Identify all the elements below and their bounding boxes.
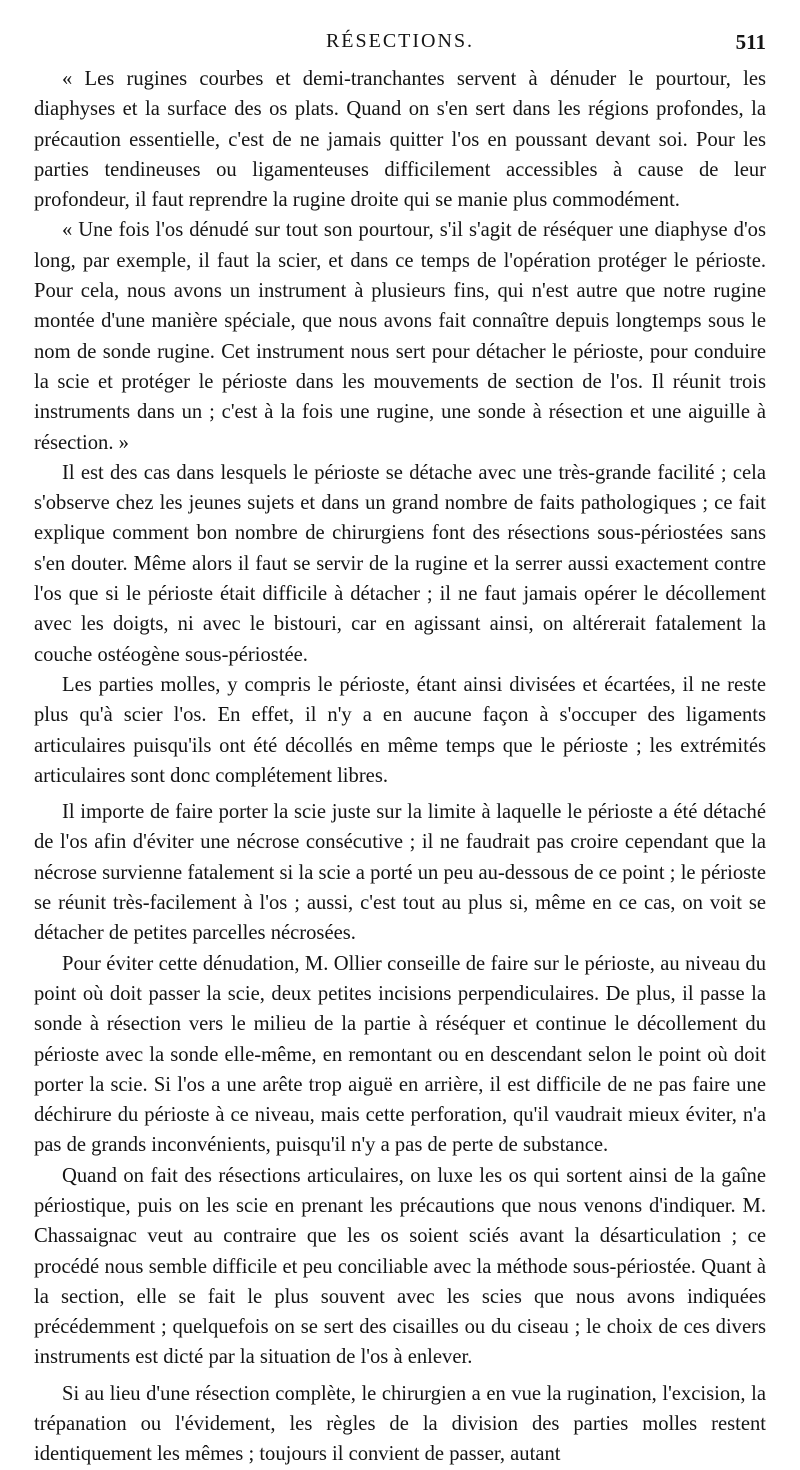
body-text — [34, 64, 766, 1470]
paragraph-parties-molles: Les parties molles, y compris le périoste, étant ainsi divisées et écartées, il ne reste plus qu'à scier l'os. En effet, il n'y a en aucune façon à s'occuper des ligaments articulaires puisqu'ils ont été décollés en même temps que le périoste ; les extrémités articulaires sont donc complétement libres. — [34, 673, 766, 787]
paragraph-os-denude: « Une fois l'os dénudé sur tout son pourtour, s'il s'agit de réséquer une diaphyse d'os long, par exemple, il faut la scier, et dans ce temps de l'opération protéger le périoste. Pour cela, nous avons un instrument à plusieurs fins, qui n'est autre que notre rugine montée d'une manière spéciale, que nous avons fait connaître depuis longtemps sous le nom de sonde rugine. Cet instrument nous sert pour détacher le périoste, pour conduire la scie et protéger le périoste dans les mouvements de section de l'os. Il réunit trois instruments dans un ; c'est à la fois une rugine, une sonde à résection et une aiguille à résection. » — [34, 219, 766, 454]
running-title: RÉSECTIONS. — [325, 30, 475, 52]
paragraph-limite-scie: Il importe de faire porter la scie juste sur la limite à laquelle le périoste a été détaché de l'os afin d'éviter une nécrose consécutive ; il ne faudrait pas croire cependant que la nécrose survienne fatalement si la scie a porté un peu au-dessous de ce point ; le périoste se réunit très-facilement à l'os ; aussi, c'est tout au plus si, même en ce cas, on voit se détacher de petites parcelles nécrosées. — [34, 801, 766, 945]
running-head — [34, 30, 766, 60]
paragraph-ollier: Pour éviter cette dénudation, M. Ollier conseille de faire sur le périoste, au niveau du point où doit passer la scie, deux petites incisions perpendiculaires. De plus, il passe la sonde à résection vers le milieu de la partie à réséquer et continue le décollement du périoste avec la sonde elle-même, en remontant ou en descendant selon le point où doit porter la scie. Si l'os a une arête trop aiguë en arrière, il est difficile de ne pas faire une déchirure du périoste à ce niveau, mais cette perforation, qu'il vaudrait mieux éviter, n'a pas de grands inconvénients, puisqu'il n'y a pas de perte de substance. — [34, 952, 766, 1157]
paragraph-rugines-courbes: « Les rugines courbes et demi-tranchantes servent à dénuder le pourtour, les diaphyses et la surface des os plats. Quand on s'en sert dans les régions profondes, la précaution essentielle, c'est de ne jamais quitter l'os en poussant devant soi. Pour les parties tendineuses ou ligamenteuses difficilement accessibles à cause de leur profondeur, il faut reprendre la rugine droite qui se manie plus commodément. — [34, 68, 766, 212]
page-number: 511 — [735, 30, 766, 54]
paragraph-rugination: Si au lieu d'une résection complète, le chirurgien a en vue la rugination, l'excision, la trépanation ou l'évidement, les règles de la division des parties molles restent identiquement les mêmes ; toujours il convient de passer, autant — [34, 1382, 766, 1466]
paragraph-resections-articulaires: Quand on fait des résections articulaires, on luxe les os qui sortent ainsi de la gaîne périostique, puis on les scie en prenant les précautions que nous venons d'indiquer. M. Chassaignac veut au contraire que les os soient sciés avant la désarticulation ; ce procédé nous semble difficile et peu conciliable avec la méthode sous-périostée. Quant à la section, elle se fait le plus souvent avec les scies que nous avons indiquées précédemment ; quelquefois on se sert des cisailles ou du ciseau ; le choix de ces divers instruments est dicté par la situation de l'os à enlever. — [34, 1164, 766, 1369]
paragraph-perioste-detache: Il est des cas dans lesquels le périoste se détache avec une très-grande facilité ; cela s'observe chez les jeunes sujets et dans un grand nombre de faits pathologiques ; ce fait explique comment bon nombre de chirurgiens font des résections sous-périostées sans s'en douter. Même alors il faut se servir de la rugine et la serrer aussi exactement contre l'os que si le périoste était difficile à détacher ; il ne faut jamais opérer le décollement avec les doigts, ni avec le bistouri, car en agissant ainsi, on altérerait fatalement la couche ostéogène sous-périostée. — [34, 461, 766, 666]
